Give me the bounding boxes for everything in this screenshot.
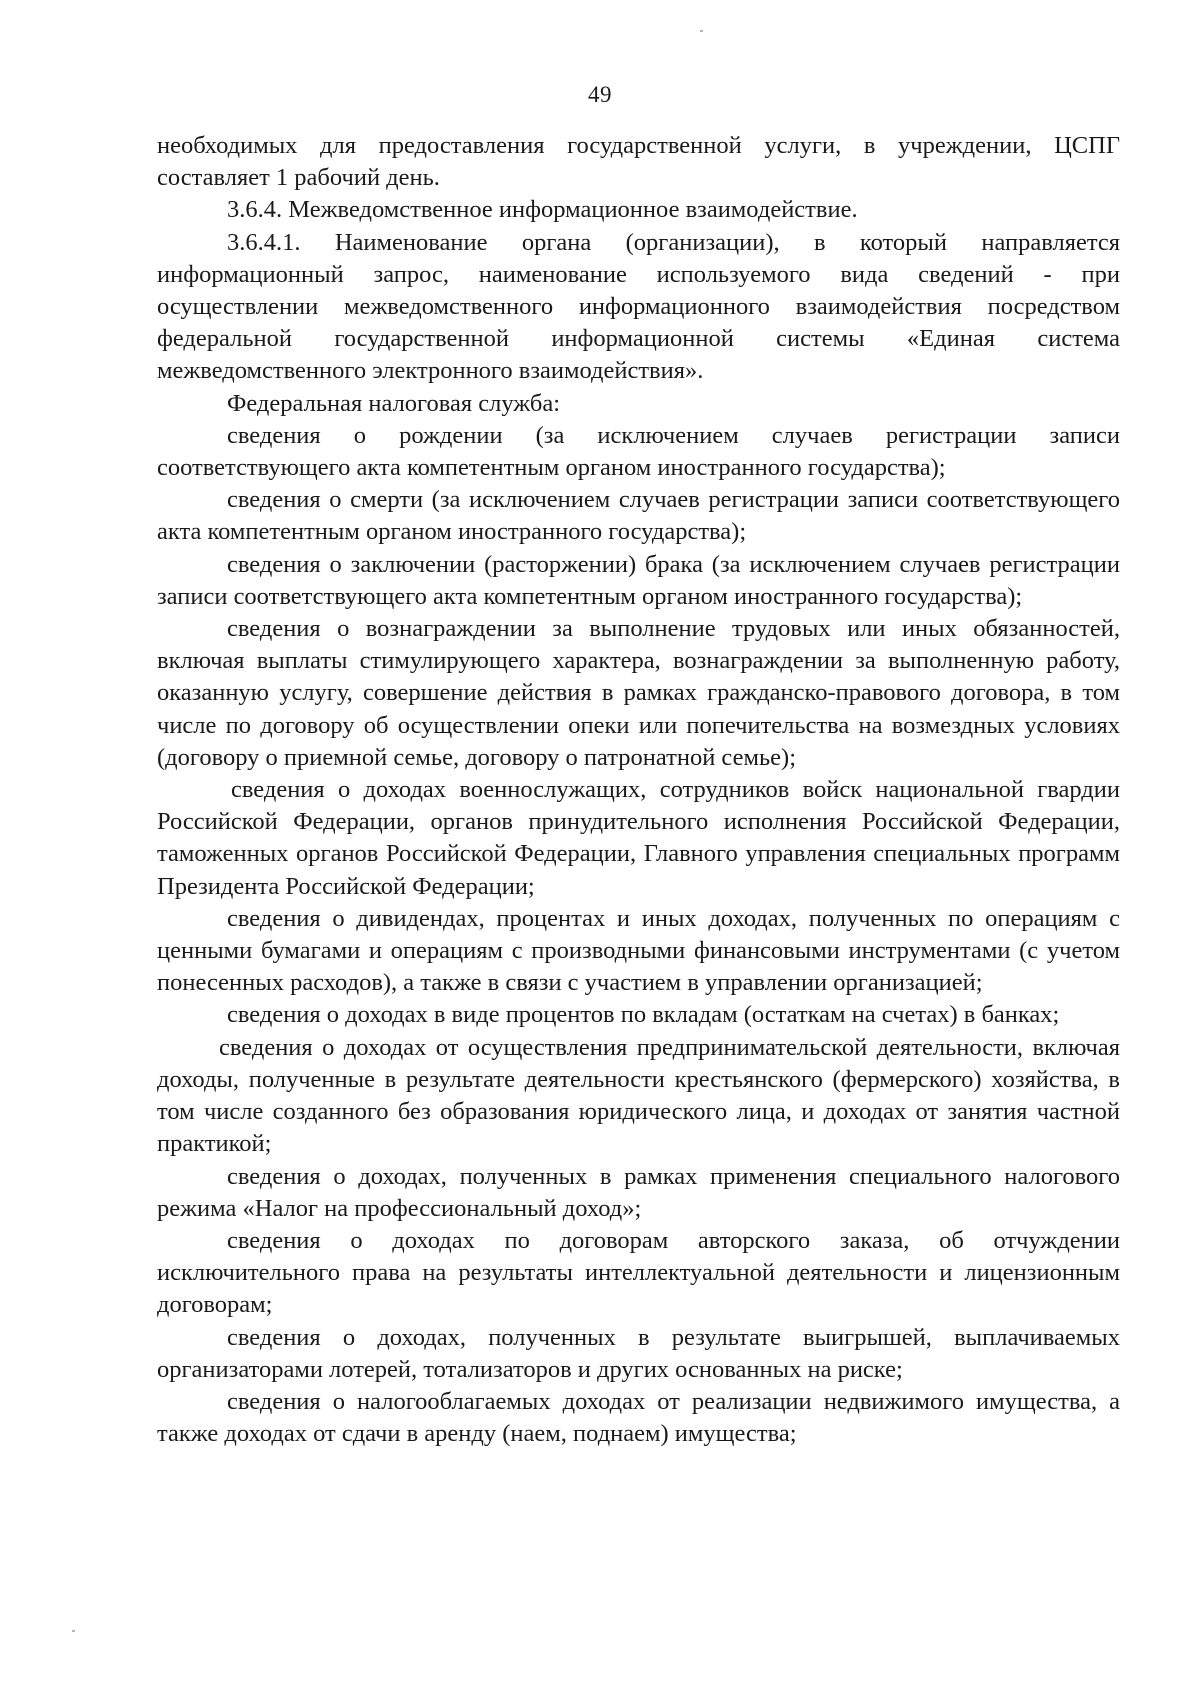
- paragraph-3-6-4-1: 3.6.4.1. Наименование органа (организации), в который направляется информационный запрос, наименование используемого вида сведений - при осуществлении межведомственного информационного взаимодействия посредством федеральной государственной информационной системы «Единая система межведомственного электронного взаимодействия».: [157, 228, 1120, 385]
- list-item-deposit-interest: сведения о доходах в виде процентов по вкладам (остаткам на счетах) в банках;: [227, 1001, 1060, 1029]
- list-item-winnings: сведения о доходах, полученных в результате выигрышей, выплачиваемых организаторами лотерей, тотализаторов и других основанных на риске;: [157, 1323, 1120, 1383]
- list-intro: Федеральная налоговая служба:: [227, 389, 561, 417]
- scan-speck: [72, 1630, 75, 1632]
- list-item-marriage: сведения о заключении (расторжении) брака (за исключением случаев регистрации записи соответствующего акта компетентным органом иностранного государства);: [157, 550, 1120, 610]
- list-item-business-income: сведения о доходах от осуществления предпринимательской деятельности, включая доходы, полученные в результате деятельности крестьянского (фермерского) хозяйства, в том числе созданного без образования юридического лица, и доходах от занятия частной практикой;: [157, 1033, 1120, 1158]
- section-heading-3-6-4: 3.6.4. Межведомственное информационное взаимодействие.: [227, 196, 858, 224]
- document-body: [157, 130, 1120, 1450]
- list-item-real-estate-income: сведения о налогооблагаемых доходах от реализации недвижимого имущества, а также доходах от сдачи в аренду (наем, поднаем) имущества;: [157, 1387, 1120, 1448]
- list-item-copyright-income: сведения о доходах по договорам авторского заказа, об отчуждении исключительного права на результаты интеллектуальной деятельности и лицензионным договорам;: [157, 1226, 1120, 1319]
- list-item-military-income: сведения о доходах военнослужащих, сотрудников войск национальной гвардии Российской Федерации, органов принудительного исполнения Российской Федерации, таможенных органов Российской Федерации, Главного управления специальных программ Президента Российской Федерации;: [157, 776, 1120, 900]
- list-item-remuneration: сведения о вознаграждении за выполнение трудовых или иных обязанностей, включая выплаты стимулирующего характера, вознаграждении за выполненную работу, оказанную услугу, совершение действия в рамках гражданско-правового договора, в том числе по договору об осуществлении опеки или попечительства на возмездных условиях (договору о приемной семье, договору о патронатной семье);: [157, 615, 1120, 771]
- scan-speck: [700, 30, 703, 32]
- paragraph-continuation: необходимых для предоставления государственной услуги, в учреждении, ЦСПГ составляет 1 рабочий день.: [157, 132, 1120, 192]
- list-item-birth: сведения о рождении (за исключением случаев регистрации записи соответствующего акта компетентным органом иностранного государства);: [157, 421, 1120, 482]
- list-item-death: сведения о смерти (за исключением случаев регистрации записи соответствующего акта компетентным органом иностранного государства);: [157, 486, 1120, 546]
- list-item-professional-income-tax: сведения о доходах, полученных в рамках применения специального налогового режима «Налог на профессиональный доход»;: [157, 1162, 1120, 1222]
- list-item-dividends: сведения о дивидендах, процентах и иных доходах, полученных по операциям с ценными бумагами и операциям с производными финансовыми инструментами (с учетом понесенных расходов), а также в связи с участием в управлении организацией;: [157, 904, 1120, 997]
- page-number: 49: [588, 82, 612, 107]
